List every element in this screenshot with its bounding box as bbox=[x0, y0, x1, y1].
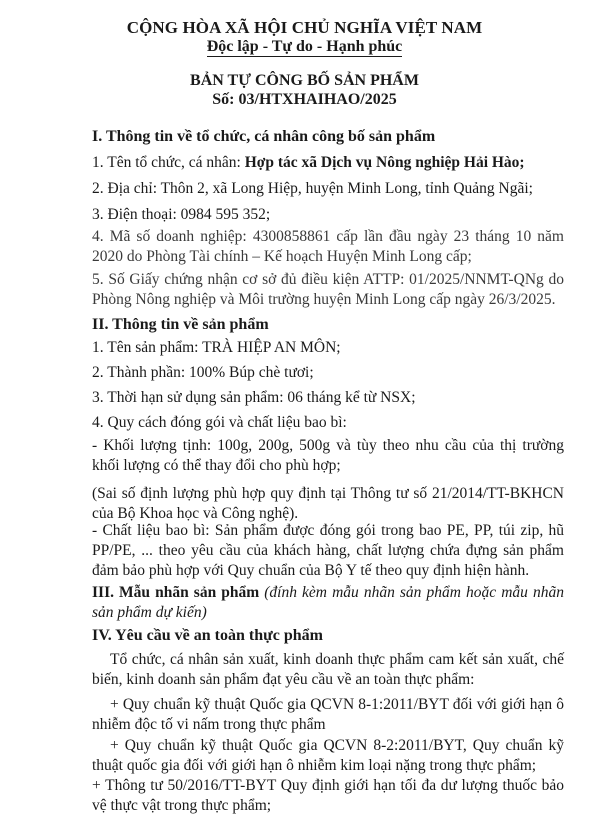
org-line bbox=[92, 154, 525, 172]
cert-line: 5. Số Giấy chứng nhận cơ sở đủ điều kiện ATTP: 01/2025/NNMT-QNg do Phòng Nông nghiệp và Môi trường huyện Minh Long cấp ngày 26/3/2025. bbox=[92, 271, 564, 308]
section-1-heading: I. Thông tin về tổ chức, cá nhân công bố sản phẩm bbox=[92, 128, 436, 145]
motto bbox=[0, 38, 609, 56]
section-3-note: (đính kèm mẫu nhãn sản phẩm hoặc mẫu nhãn sản phẩm dự kiến) bbox=[92, 584, 564, 621]
section-4-heading: IV. Yêu cầu về an toàn thực phẩm bbox=[92, 627, 323, 644]
address-line: 2. Địa chỉ: Thôn 2, xã Long Hiệp, huyện Minh Long, tỉnh Quảng Ngãi; bbox=[92, 180, 533, 197]
tax-line bbox=[92, 227, 564, 267]
org-name: Hợp tác xã Dịch vụ Nông nghiệp Hải Hào; bbox=[244, 154, 525, 171]
packing-line: 4. Quy cách đóng gói và chất liệu bao bì: bbox=[92, 414, 347, 431]
safety-item-1: + Quy chuẩn kỹ thuật Quốc gia QCVN 8-1:2011/BYT đối với giới hạn ô nhiễm độc tố vi nấm trong thực phẩm bbox=[92, 696, 564, 733]
net-weight-paragraph: - Khối lượng tịnh: 100g, 200g, 500g và tùy theo nhu cầu của thị trường khối lượng có thể thay đổi cho phù hợp; bbox=[92, 437, 564, 474]
material-paragraph: - Chất liệu bao bì: Sản phẩm được đóng gói trong bao PE, PP, túi zip, hũ PP/PE, ... theo yêu cầu của khách hàng, chất lượng chứa đựng sản phẩm đảm bảo phù hợp với Quy chuẩn của Bộ Y tế theo quy định hiện hành. bbox=[92, 522, 564, 579]
tolerance-paragraph: (Sai số định lượng phù hợp quy định tại Thông tư số 21/2014/TT-BKHCN của Bộ Khoa học và Công nghệ). bbox=[92, 485, 564, 522]
safety-item-2: + Quy chuẩn kỹ thuật Quốc gia QCVN 8-2:2011/BYT, Quy chuẩn kỹ thuật quốc gia đối với giới hạn ô nhiễm kim loại nặng trong thực phẩm; bbox=[92, 737, 564, 774]
section-2-heading: II. Thông tin về sản phẩm bbox=[92, 316, 269, 333]
tax-text: 4. Mã số doanh nghiệp: 4300858861 cấp lần đầu ngày 23 tháng 10 năm 2020 do Phòng Tài chính – Kế hoạch Huyện Minh Long cấp; bbox=[92, 228, 564, 265]
document-title: BẢN TỰ CÔNG BỐ SẢN PHẨM bbox=[190, 72, 419, 89]
ingredient-line: 2. Thành phần: 100% Búp chè tươi; bbox=[92, 364, 314, 381]
section-3-paragraph bbox=[92, 583, 564, 623]
product-name-line: 1. Tên sản phẩm: TRÀ HIỆP AN MÔN; bbox=[92, 339, 341, 356]
safety-item-3: + Thông tư 50/2016/TT-BYT Quy định giới hạn tối đa dư lượng thuốc bảo vệ thực vật trong thực phẩm; bbox=[92, 777, 564, 814]
republic-heading: CỘNG HÒA XÃ HỘI CHỦ NGHĨA VIỆT NAM bbox=[126, 18, 483, 37]
shelf-life-line: 3. Thời hạn sử dụng sản phẩm: 06 tháng kể từ NSX; bbox=[92, 389, 416, 406]
section-3-heading: III. Mẫu nhãn sản phẩm bbox=[92, 584, 265, 601]
document-number: Số: 03/HTXHAIHAO/2025 bbox=[212, 91, 397, 108]
motto-text: Độc lập - Tự do - Hạnh phúc bbox=[206, 38, 403, 55]
phone-line: 3. Điện thoại: 0984 595 352; bbox=[92, 206, 271, 223]
safety-intro: Tổ chức, cá nhân sản xuất, kinh doanh thực phẩm cam kết sản xuất, chế biến, kinh doanh sản phẩm đạt yêu cầu về an toàn thực phẩm: bbox=[92, 651, 564, 688]
org-label: 1. Tên tổ chức, cá nhân: bbox=[92, 154, 245, 171]
